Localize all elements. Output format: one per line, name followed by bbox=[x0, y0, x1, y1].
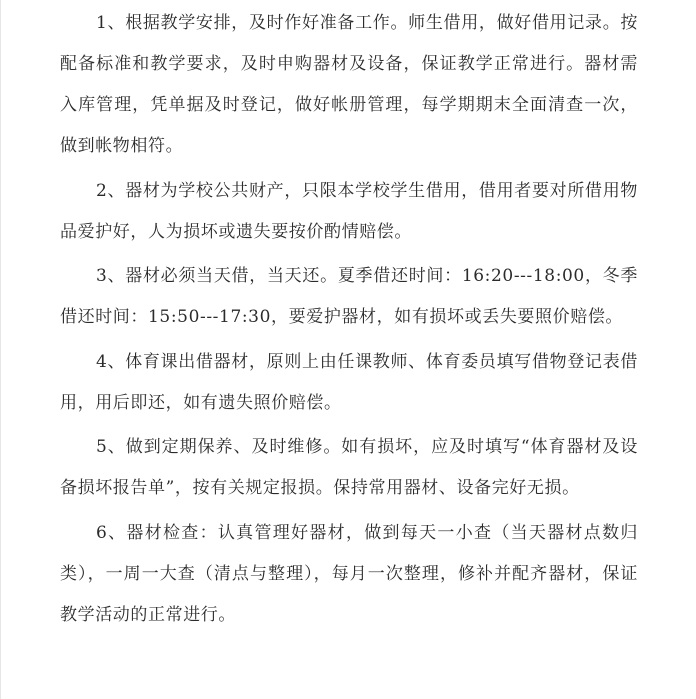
paragraph-3: 3、器材必须当天借，当天还。夏季借还时间：16:20---18:00，冬季借还时间：15:50---17:30，要爱护器材，如有损坏或丢失要照价赔偿。 bbox=[60, 266, 638, 327]
paragraph-1: 1、根据教学安排，及时作好准备工作。师生借用，做好借用记录。按配备标准和教学要求，及时申购器材及设备，保证教学正常进行。器材需入库管理，凭单据及时登记，做好帐册管理，每学期期末全面清查一次，做到帐物相符。 bbox=[60, 13, 638, 156]
paragraph-5: 5、做到定期保养、及时维修。如有损坏，应及时填写“体育器材及设备损坏报告单”，按有关规定报损。保持常用器材、设备完好无损。 bbox=[60, 437, 638, 498]
paragraph-4: 4、体育课出借器材，原则上由任课教师、体育委员填写借物登记表借用，用后即还，如有遗失照价赔偿。 bbox=[60, 351, 638, 413]
paragraph-2: 2、器材为学校公共财产，只限本学校学生借用，借用者要对所借用物品爱护好，人为损坏或遗失要按价酌情赔偿。 bbox=[60, 180, 638, 242]
paragraph-6: 6、器材检查：认真管理好器材，做到每天一小查（当天器材点数归类），一周一大查（清点与整理），每月一次整理，修补并配齐器材，保证教学活动的正常进行。 bbox=[60, 522, 638, 625]
